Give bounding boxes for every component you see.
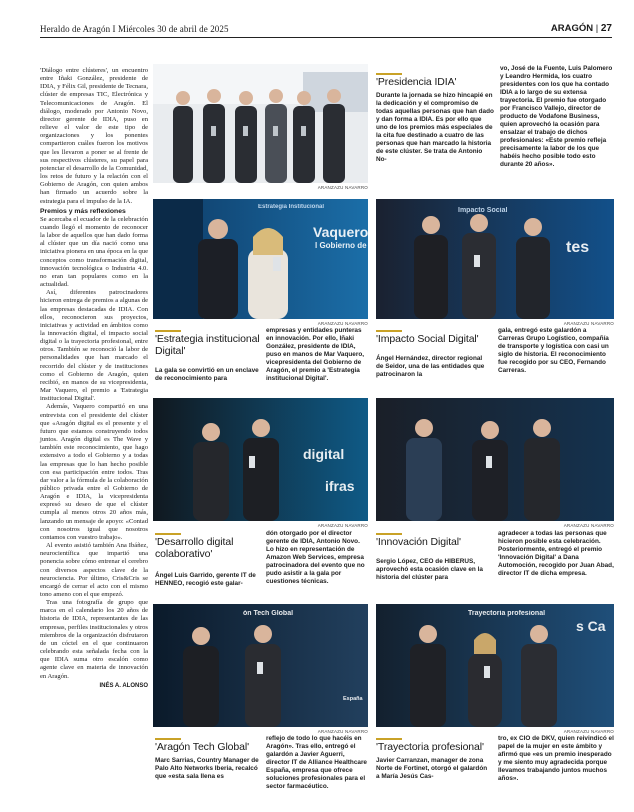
award-text: Ángel Hernández, director regional de Seidor, una de las entidades que patrocinaron la [376,355,485,378]
paragraph: Tras una fotografía de grupo que marca en el calendario los 20 años de historia de IDIA, representantes de las empresas, perfiles institucionales y otros miembros de la organización disfrutaron de un cóctel en el que continuaron celebrando esta señalada fecha con la que IDIA suma otro escalón como agente clave en materia de innovación en Aragón. [40,599,148,680]
paragraph: 'Diálogo entre clústeres', un encuentro entre Iñaki González, presidente de IDIA, y Félix Gil, presidente de Tecnara, clúster de empresas TIC, Electrónica y Telecomunicaciones de Aragón. El diálogo, moderado por Antonio Novo, director gerente de IDIA, puso en relieve el valor de este tipo de organizaciones y los ponentes compartieron cuáles fueron los motivos que les llevaron a poner se al frente de sus respectivos clústeres, su papel para potenciar el desarrollo de la Comunidad, los retos de futuro y la relación con el Gobierno de Aragón, con quien ambos han firmado un acuerdo sobre la estrategia para el impulso de la IA. [40,67,148,205]
paragraph: Al evento asistió también Ana Ibáñez, neurocientífica que impartió una ponencia sobre cómo entrenar el cerebro con diversos aspectos clave de la neurociencia. Por último, Cris&Cris se encargó de cerrar el acto con el mismo tono ameno con el que empezó. [40,542,148,598]
stage-text: Vaquero [313,224,369,240]
header-rule [40,37,612,38]
award-text: gala, entregó este galardón a Carreras Grupo Logístico, compañía de transporte y logística con casi un siglo de historia. El reconocimiento fue recogido por su CEO, Fernando Carreras. [498,327,609,374]
award-text: La gala se convirtió en un enclave de reconocimiento para [155,367,259,382]
page-number: 27 [600,23,612,34]
stage-text: España [343,696,363,702]
award-text: tro, ex CIO de DKV, quien reivindicó el papel de la mujer en este ámbito y afirmó que «es un premio inesperado y me siento muy agradecida porque llevamos trabajando juntos muchos años». [498,735,614,782]
photo-credit: ARANZAZU NAVARRO [317,185,368,190]
award-text: empresas y entidades punteras en innovación. Por ello, Iñaki González, presidente de IDIA, puso en manos de Mar Vaquero, vicepresidenta del Gobierno de Aragón, el premio a 'Estrategia institucional Digital'. [266,327,365,382]
award-text: Javier Carranzan, manager de zona Norte de Fortinet, otorgó el galardón a María Jesús Cas- [376,757,488,780]
photo-trayectoria [376,604,614,734]
award-title: 'Estrategia institucional Digital' [155,333,265,357]
award-title: 'Aragón Tech Global' [155,741,250,753]
newspaper-dateline: Heraldo de Aragón I Miércoles 30 de abril de 2025 [40,24,229,34]
paragraph: Así, diferentes patrocinadores hicieron entrega de premios a algunas de las empresas destacadas de IDIA. Con ellos, reconocieron sus proyectos, iniciativas y actividad en ámbitos como la innovación digital, el impacto social digital o la trayectoria profesional, entre otros. También se reconoció la labor de personalidades que han marcado el recorrido del clúster y de instituciones como el Gobierno de Aragón, quien recibió, en manos de su vicepresidenta, Mar Vaquero, el premio a 'Estrategia institucional Digital'. [40,289,148,403]
award-text: reflejo de todo lo que hacéis en Aragón». Tras ello, entregó el galardón a Javier Aguerri, director IT de Alliance Healthcare España, empresa que ofrece soluciones profesionales para el sector farmacéutico. [266,735,367,790]
photo-credit: ARANZAZU NAVARRO [317,321,368,326]
award-text: Sergio López, CEO de HIBERUS, aprovechó esta ocasión clave en la historia del clúster para [376,558,483,581]
award-title: 'Impacto Social Digital' [376,333,479,345]
paragraph: Se acercaba el ecuador de la celebración cuando llegó el momento de reconocer la labor de aquellos que han dado forma al clúster que un día nació como una iniciativa pionera en una época en la que conceptos como transformación digital, innovación tecnológica o Industria 4.0. no eran tan populares como en la actualidad. [40,215,148,289]
stage-text: digital [303,446,345,462]
award-text: vo, José de la Fuente, Luis Palomero y Leandro Hermida, los cuatro presidentes con los que ha contado IDIA a lo largo de su extensa trayectoria. El premio fue otorgado por Francisco Vallejo, director de producto de Vodafone Business, quien aprovechó la ocasión para ensalzar el trabajo de dichos profesionales: «Este premio refleja precisamente la labor de los que habéis hecho posible todo esto durante 20 años». [500,65,613,168]
photo-image [376,398,614,521]
stage-text: Impacto Social [458,207,508,214]
stage-text: s Ca [576,618,606,634]
photo-credit: ARANZAZU NAVARRO [317,523,368,528]
subheading: Premios y más reflexiones [40,207,126,215]
photo-estrategia [153,199,369,326]
section-name: ARAGÓN [550,23,594,34]
award-text: dón otorgado por el director gerente de IDIA, Antonio Novo. Lo hizo en representación de Amazon Web Services, empresa patrocinadora del evento que no pudo asistir a la gala por cuestiones técnicas. [266,530,365,585]
award-title: 'Desarrollo digital colaborativo' [155,536,265,560]
photo-presidencia [153,64,368,190]
award-text: Ángel Luis Garrido, gerente IT de HENNEO, recogió este galar- [155,572,256,587]
stage-text: ón Tech Global [243,610,294,617]
photo-credit: ARANZAZU NAVARRO [563,523,614,528]
award-title: 'Presidencia IDIA' [376,76,457,88]
award-title: 'Innovación Digital' [376,536,461,548]
photo-image [153,64,368,183]
author-signature: INÉS A. ALONSO [99,682,148,689]
award-title: 'Trayectoria profesional' [376,741,484,753]
article-body [40,67,148,690]
stage-text: tes [566,239,590,256]
photo-image [376,199,614,319]
photo-innovacion [376,398,614,528]
stage-text: Estrategia Institucional [258,204,325,210]
photo-image [153,604,368,727]
award-text: agradecer a todas las personas que hicieron posible esta celebración. Posteriormente, entregó el premio 'Innovación Digital' a Dana Automoción, recogido por Juan Abad, director IT de dicha empresa. [498,530,614,577]
photo-tech-global [153,604,368,734]
section-label: ARAGÓN | 27 [550,23,612,34]
photo-credit: ARANZAZU NAVARRO [563,321,614,326]
photo-image [153,199,368,319]
photo-impacto [376,199,614,326]
stage-text: Trayectoria profesional [468,610,546,617]
photo-credit: ARANZAZU NAVARRO [563,729,614,734]
stage-text: ifras [325,478,355,494]
photo-credit: ARANZAZU NAVARRO [317,729,368,734]
paragraph: Además, Vaquero compartió en una entrevista con el presidente del clúster que «Aragón digital es el presente y el futuro que estamos construyendo todos juntos. Aragón digital es The Wave y también este reconocimiento, que hago extensivo a todo el Gobierno y a todas las empresas que lo han hecho posible con esa participación entre todos. Tras dar valor a la fórmula de la colaboración público privada entre el Gobierno de Aragón e IDIA, la vicepresidenta expresó su deseo de que el clúster cumpla al menos otros 20 años más, lanzando un mensaje de apoyo: «Contad con nosotros igual que nosotros contamos con vuestro trabajo». [40,403,148,541]
award-text: Marc Sarrias, Country Manager de Palo Alto Networks Iberia, recalcó que «esta sala llena es [155,757,259,780]
stage-text: l Gobierno de [315,241,367,250]
photo-desarrollo [153,398,368,528]
award-text: Durante la jornada se hizo hincapié en la dedicación y el compromiso de todas aquellas personas que han dado y dan forma a IDIA. Es por ello que uno de los premios más especiales de la cita fue destinado a cuatro de las personas que han marcado la historia de este clúster. Se trata de Antonio No- [376,92,494,163]
